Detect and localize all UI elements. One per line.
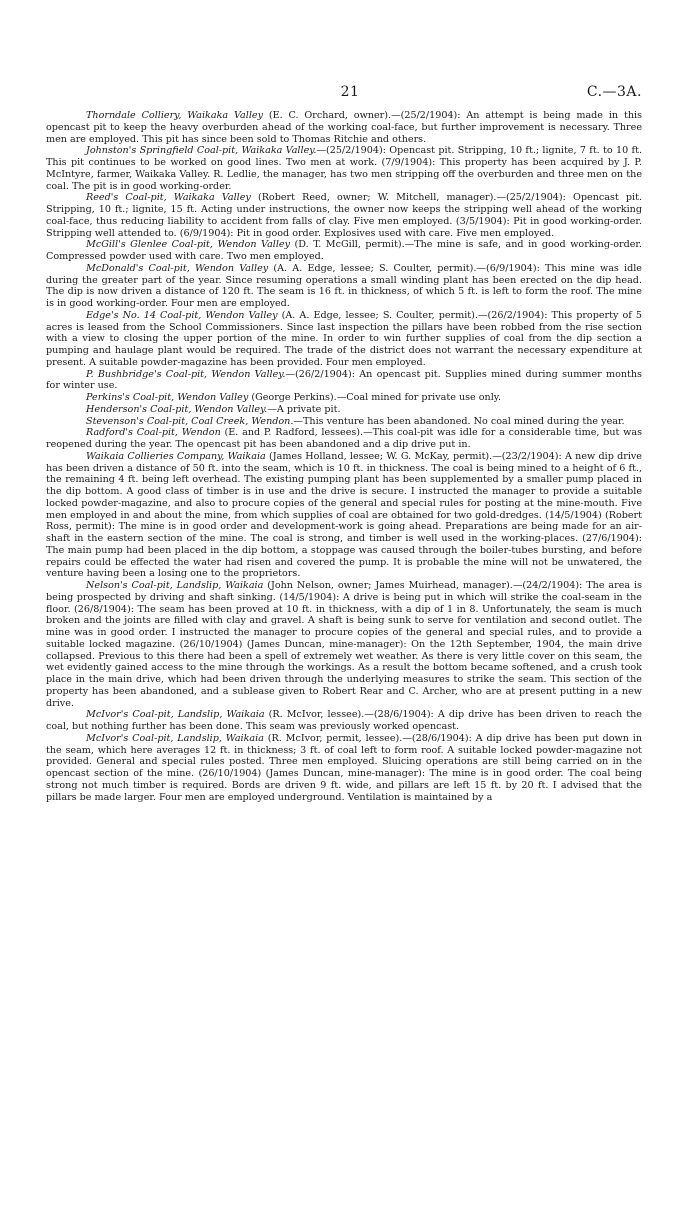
entry-heading: Perkins's Coal-pit, Wendon Valley — [86, 392, 249, 403]
entry-body: (E. C. Orchard, owner).—(25/2/1904): An attempt is being made in this opencast pit to keep the heavy overburden ahead of the working coal-face, but further improvement is necessary. Three men are employed. This pit has since been sold to Thomas Ritchie and others. — [46, 110, 642, 145]
paragraph-nelsons-coal-pit — [46, 580, 642, 709]
body-text — [46, 110, 642, 803]
entry-body: (D. T. McGill, permit).—The mine is safe, and in good working-order. Compressed powder used with care. Two men employed. — [46, 239, 642, 262]
entry-heading: McDonald's Coal-pit, Wendon Valley — [86, 262, 269, 274]
paragraph-radfords-coal-pit — [46, 427, 642, 451]
entry-heading: McIvor's Coal-pit, Landslip, Waikaia — [86, 732, 264, 744]
paragraph-bushbridges-coal-pit — [46, 369, 642, 393]
entry-heading: Nelson's Coal-pit, Landslip, Waikaia — [86, 580, 264, 591]
entry-heading: Henderson's Coal-pit, Wendon Valley. — [86, 403, 268, 415]
entry-heading: McIvor's Coal-pit, Landslip, Waikaia — [86, 709, 265, 721]
paragraph-mcivors-coal-pit-lessee — [46, 709, 642, 733]
paragraph-hendersons-coal-pit — [46, 404, 642, 416]
document-code: C.—3A. — [586, 84, 642, 100]
entry-heading: Stevenson's Coal-pit, Coal Creek, Wendon. — [86, 415, 294, 427]
entry-heading: Edge's No. 14 Coal-pit, Wendon Valley — [86, 309, 278, 321]
entry-body: (James Holland, lessee; W. G. McKay, permit).—(23/2/1904): A new dip drive has been driven a distance of 50 ft. into the seam, which is 10 ft. in thickness. The coal is being mined to a height of 6 ft., the remaining 4 ft. being left overhead. The existing pumping plant has been supplemented by a smaller pump placed in the dip bottom. A good class of timber is in use and the drive is secure. I instructed the manager to provide a suitable locked powder-magazine, and also to procure copies of the general and special rules for posting at the mine-mouth. Five men employed in and about the mine, from which supplies of coal are obtained for two gold-dredges. (14/5/1904) (Robert Ross, permit): The mine is in good order and development-work is going ahead. Preparations are being made for an air-shaft in the eastern section of the mine. The coal is strong, and timber is well used in the working-places. (27/6/1904): The main pump had been placed in the dip bottom, a stoppage was caused through the boiler-tubes bursting, and before repairs could be effected the water had risen and covered the pump. It is probable the mine will not be unwatered, the venture having been a losing one to the proprietors. — [46, 450, 642, 580]
paragraph-johnstons-springfield — [46, 145, 642, 192]
entry-body: (John Nelson, owner; James Muirhead, manager).—(24/2/1904): The area is being prospected by driving and shaft sinking. (14/5/1904): A drive is being put in which will strike the coal-seam in the floor. (26/8/1904): The seam has been proved at 10 ft. in thickness, with a dip of 1 in 8. Unfortunately, the seam is much broken and the joints are filled with clay and gravel. A shaft is being sunk to serve for ventilation and second outlet. The mine was in good order. I instructed the manager to procure copies of the general and special rules, and to provide a suitable locked magazine. (26/10/1904) (James Duncan, mine-manager): On the 12th September, 1904, the main drive collapsed. Previous to this there had been a spell of extremely wet weather. As there is very little cover on this seam, the wet evidently gained access to the mine through the workings. As a result the bottom became softened, and a crush took place in the main drive, which had been driven through the underlying measures to strike the seam. This section of the property has been abandoned, and a sublease given to Robert Rear and C. Archer, who are at present putting in a new drive. — [46, 580, 642, 709]
entry-body: —(25/2/1904): Opencast pit. Stripping, 10 ft.; lignite, 7 ft. to 10 ft. This pit continues to be worked on good lines. Two men at work. (7/9/1904): This property has been acquired by J. P. McIntyre, farmer, Waikaka Valley. R. Ledlie, the manager, has two men stripping off the overburden and three men on the coal. The pit is in good working-order. — [46, 145, 642, 192]
entry-body: (A. A. Edge, lessee; S. Coulter, permit).—(26/2/1904): This property of 5 acres is leased from the School Commissioners. Since last inspection the pillars have been robbed from the rise section with a view to closing the upper portion of the mine. In order to win further supplies of coal from the dip section a pumping and haulage plant would be required. The trade of the district does not warrant the necessary expenditure at present. A suitable powder-magazine has been provided. Four men employed. — [46, 309, 642, 368]
page-number: 21 — [340, 84, 360, 100]
paragraph-reeds-coal-pit — [46, 192, 642, 239]
paragraph-waikaia-collieries — [46, 451, 642, 580]
entry-heading: Thorndale Colliery, Waikaka Valley — [86, 110, 263, 121]
paragraph-thorndale-colliery — [46, 110, 642, 145]
entry-heading: McGill's Glenlee Coal-pit, Wendon Valley — [86, 239, 291, 251]
paragraph-edges-no-14 — [46, 310, 642, 369]
entry-body: (R. McIvor, lessee).—(28/6/1904): A dip drive has been driven to reach the coal, but nothing further has been done. This seam was previously worked opencast. — [46, 709, 642, 732]
paragraph-mcgills-glenlee — [46, 239, 642, 263]
paragraph-stevensons-coal-pit — [46, 416, 642, 428]
entry-body: (E. and P. Radford, lessees).—This coal-pit was idle for a considerable time, but was reopened during the year. The opencast pit has been abandoned and a dip drive put in. — [46, 427, 643, 450]
entry-body: (Robert Reed, owner; W. Mitchell, manager).—(25/2/1904): Opencast pit. Stripping, 10 ft.; lignite, 15 ft. Acting under instructions, the owner now keeps the stripping well ahead of the working coal-face, thus reducing liability to accident from falls of clay. Five men employed. (3/5/1904): Pit in good working-order. Stripping well attended to. (6/9/1904): Pit in good order. Explosives used with care. Five men employed. — [46, 192, 642, 239]
entry-body: (George Perkins).—Coal mined for private use only. — [248, 392, 501, 403]
entry-heading: Waikaia Collieries Company, Waikaia — [86, 450, 266, 462]
paragraph-mcivors-coal-pit-permit — [46, 733, 642, 804]
entry-heading: Reed's Coal-pit, Waikaka Valley — [86, 192, 251, 204]
entry-body: —(26/2/1904): An opencast pit. Supplies mined during summer months for winter use. — [46, 368, 642, 392]
entry-body: —A private pit. — [267, 403, 341, 415]
entry-body: (A. A. Edge, lessee; S. Coulter, permit).—(6/9/1904): This mine was idle during the greater part of the year. Since resuming operations a small winding plant has been erected on the dip head. The dip is now driven a distance of 120 ft. The seam is 16 ft. in thickness, of which 5 ft. is left to form the roof. The mine is in good working-order. Four men are employed. — [46, 262, 642, 309]
entry-heading: Radford's Coal-pit, Wendon — [86, 427, 221, 439]
entry-body: —This venture has been abandoned. No coal mined during the year. — [293, 415, 625, 427]
entry-heading: Johnston's Springfield Coal-pit, Waikaka Valley. — [86, 145, 317, 157]
entry-body: (R. McIvor, permit, lessee).—(28/6/1904): A dip drive has been put down in the seam, which here averages 12 ft. in thickness; 3 ft. of coal left to form roof. A suitable locked powder-magazine not provided. General and special rules posted. Three men employed. Sluicing operations are still being carried on in the opencast section of the mine. (26/10/1904) (James Duncan, mine-manager): The mine is in good order. The coal being strong not much timber is required. Bords are driven 9 ft. wide, and pillars are left 15 ft. by 20 ft. I advised that the pillars be made larger. Four men are employed underground. Ventilation is maintained by a — [46, 732, 642, 803]
paragraph-mcdonalds-coal-pit — [46, 263, 642, 310]
entry-heading: P. Bushbridge's Coal-pit, Wendon Valley. — [86, 368, 286, 380]
paragraph-perkins-coal-pit — [46, 392, 642, 404]
